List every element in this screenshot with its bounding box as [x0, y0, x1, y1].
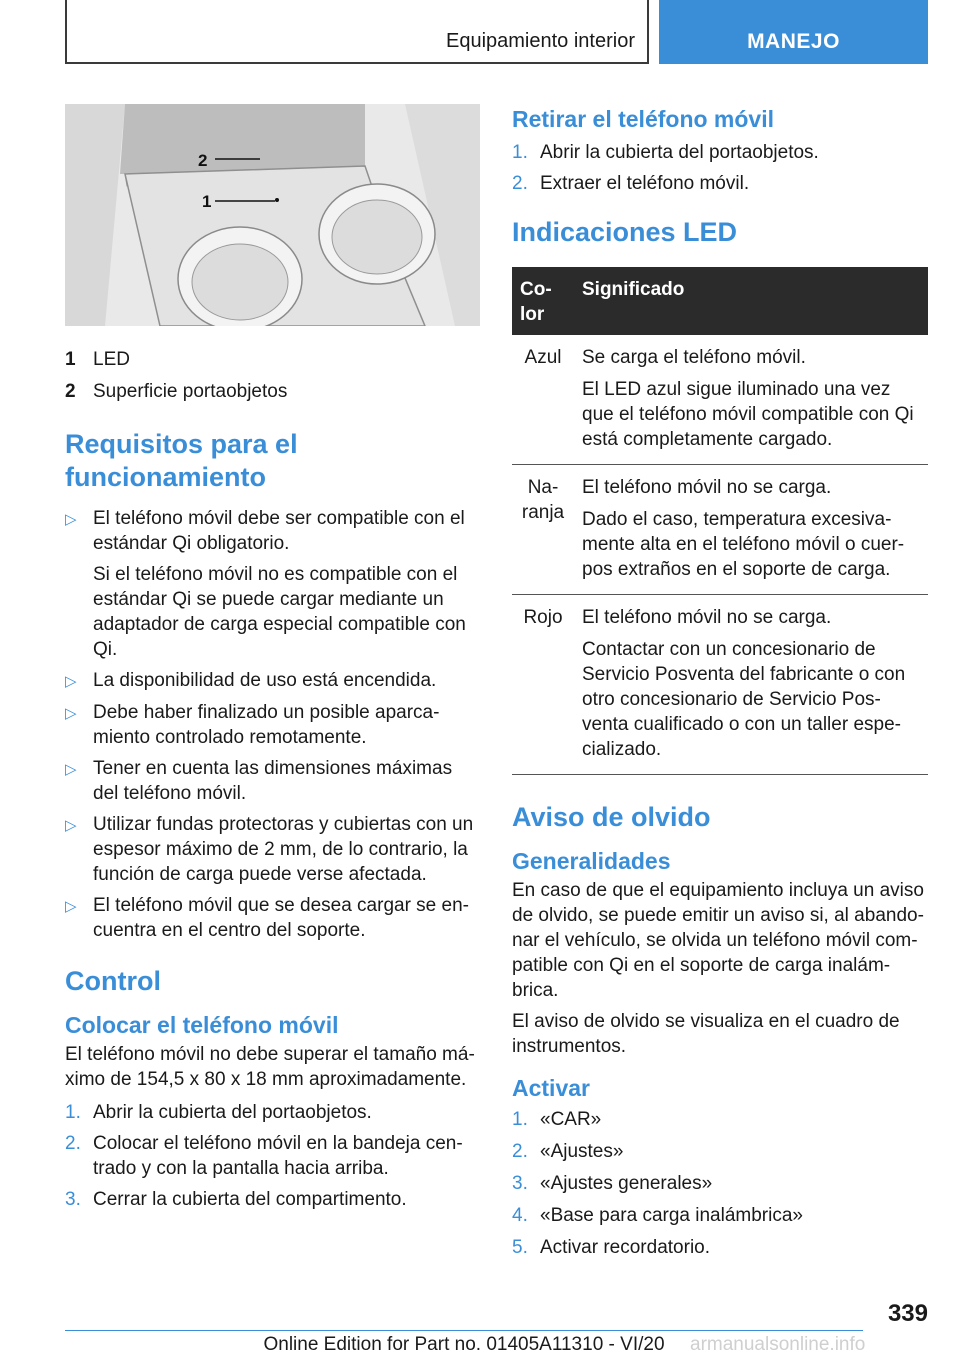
aviso-heading: Aviso de olvido	[512, 802, 711, 832]
left-column	[65, 104, 480, 1212]
triangle-bullet-icon: ▷	[65, 705, 77, 722]
list-item: ▷ El teléfono móvil que se desea cargar se en- cuentra en el centro del soporte.	[65, 895, 469, 941]
activar-heading: Activar	[512, 1075, 590, 1101]
triangle-bullet-icon: ▷	[65, 673, 77, 690]
column-header-meaning: Significado	[574, 267, 928, 335]
led-table	[512, 267, 928, 775]
header-chapter-label: MANEJO	[747, 30, 840, 53]
page-header	[65, 0, 928, 64]
list-item: 1. Abrir la cubierta del portaobjetos.	[65, 1102, 372, 1123]
figure-callout-2: 2	[198, 151, 208, 170]
list-item: 5. Activar recordatorio.	[512, 1237, 711, 1258]
retirar-steps	[512, 140, 928, 196]
triangle-bullet-icon: ▷	[65, 817, 77, 834]
footer-divider	[65, 1330, 863, 1331]
requisitos-heading: Requisitos para el funcionamiento	[65, 429, 298, 492]
colocar-text: El teléfono móvil no debe superar el tamaño má- ximo de 154,5 x 80 x 18 mm aproximadamente.	[65, 1044, 475, 1090]
colocar-steps	[65, 1100, 480, 1212]
generalidades-heading: Generalidades	[512, 848, 671, 874]
table-header-row	[512, 267, 928, 335]
list-item: ▷ Debe haber finalizado un posible aparca- miento controlado remotamente.	[65, 702, 440, 748]
list-item: 2. Colocar el teléfono móvil en la bandeja cen- trado y con la pantalla hacia arriba.	[65, 1133, 463, 1179]
list-item: ▷ El teléfono móvil debe ser compatible con el estándar Qi obligatorio. Si el teléfono móvil no es compatible con el estándar Qi se puede cargar mediante un adaptador de carga especial compatible con Qi.	[65, 508, 466, 660]
table-row: Azul Se carga el teléfono móvil. El LED azul sigue iluminado una vez que el teléfono móvil compatible con Qi está completamente cargado.	[512, 335, 928, 465]
watermark: armanualsonline.info	[690, 1334, 866, 1355]
table-row: Rojo El teléfono móvil no se carga. Contactar con un concesionario de Servicio Posventa del fabricante o con otro concesionario de Servicio Pos- venta cualificado o con un taller espe- cializado.	[512, 595, 928, 775]
activar-steps	[512, 1107, 928, 1260]
list-item: ▷ Tener en cuenta las dimensiones máximas del teléfono móvil.	[65, 758, 453, 804]
list-item: ▷ La disponibilidad de uso está encendida.	[65, 668, 480, 694]
header-section-box	[65, 0, 649, 64]
triangle-bullet-icon: ▷	[65, 511, 77, 528]
page-number: 339	[887, 1300, 928, 1327]
tray-drawing	[65, 104, 480, 326]
list-item: 3. Cerrar la cubierta del compartimento.	[65, 1189, 407, 1210]
legend-item: 1 LED	[65, 349, 130, 370]
triangle-bullet-icon: ▷	[65, 761, 77, 778]
wireless-charging-tray-illustration	[65, 104, 480, 326]
list-item: 3. «Ajustes generales»	[512, 1173, 713, 1194]
list-item: 1. «CAR»	[512, 1109, 602, 1130]
requisitos-list	[65, 506, 480, 943]
list-item: 2. Extraer el teléfono móvil.	[512, 173, 750, 194]
colocar-heading: Colocar el teléfono móvil	[65, 1012, 339, 1038]
list-item: 2. «Ajustes»	[512, 1141, 624, 1162]
retirar-heading: Retirar el teléfono móvil	[512, 106, 775, 132]
legend-item: 2 Superficie portaobjetos	[65, 381, 288, 402]
led-heading: Indicaciones LED	[512, 217, 738, 247]
generalidades-text-1: En caso de que el equipamiento incluya un aviso de olvido, se puede emitir un aviso si, al abando- nar el vehículo, se olvida un teléfono móvil com- patible con Qi en el soporte de carga inalám- brica.	[512, 880, 924, 1001]
table-row: Na- ranja El teléfono móvil no se carga. Dado el caso, temperatura excesiva- mente alta en el teléfono móvil o cuer- pos extraños en el soporte de carga.	[512, 465, 928, 595]
figure-legend	[65, 344, 480, 408]
header-section-title: Equipamiento interior	[446, 30, 635, 52]
generalidades-text-2: El aviso de olvido se visualiza en el cuadro de instrumentos.	[512, 1011, 900, 1057]
triangle-bullet-icon: ▷	[65, 898, 77, 915]
control-heading: Control	[65, 966, 161, 996]
header-chapter-tab	[659, 0, 928, 64]
list-item: 4. «Base para carga inalámbrica»	[512, 1205, 803, 1226]
footer-edition-text: Online Edition for Part no. 01405A11310 - VI/20	[263, 1334, 665, 1355]
figure-callout-1: 1	[202, 192, 212, 211]
right-column	[512, 104, 928, 1260]
list-item: 1. Abrir la cubierta del portaobjetos.	[512, 142, 819, 163]
list-item: ▷ Utilizar fundas protectoras y cubiertas con un espesor máximo de 2 mm, de lo contrario, la función de carga puede verse afectada.	[65, 814, 474, 885]
column-header-color: Co- lor	[512, 267, 574, 335]
